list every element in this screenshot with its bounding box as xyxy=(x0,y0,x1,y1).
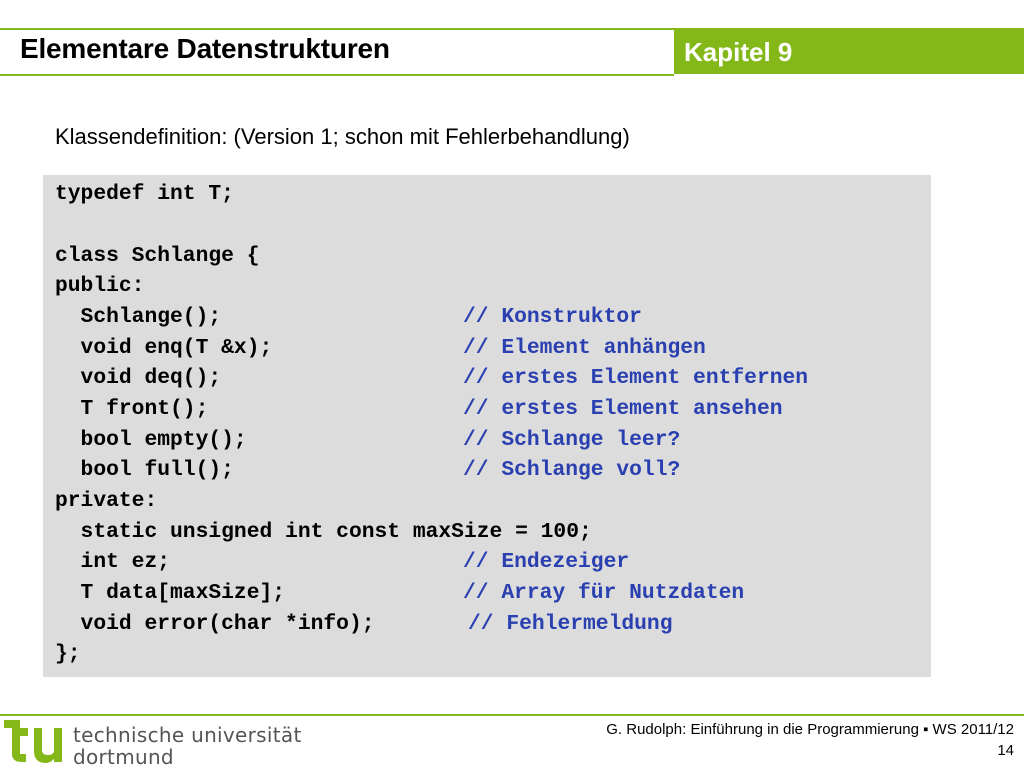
code-line: void error(char *info); xyxy=(55,612,375,636)
slide-subtitle: Klassendefinition: (Version 1; schon mit Fehlerbehandlung) xyxy=(55,124,630,149)
code-line: private: xyxy=(55,489,158,513)
code-comment: // erstes Element entfernen xyxy=(463,366,809,390)
code-line: bool full(); xyxy=(55,458,234,482)
footer-citation: G. Rudolph: Einführung in die Programmierung ▪ WS 2011/12 xyxy=(606,721,1014,738)
code-comment: // Array für Nutzdaten xyxy=(463,581,745,605)
code-line: bool empty(); xyxy=(55,428,247,452)
code-line: T data[maxSize]; xyxy=(55,581,286,605)
slide-title: Elementare Datenstrukturen xyxy=(20,33,390,64)
code-line: typedef int T; xyxy=(55,182,234,206)
code-comment: // Endezeiger xyxy=(463,550,630,574)
tu-logo-icon xyxy=(4,718,68,769)
code-line: void deq(); xyxy=(55,366,222,390)
code-line: class Schlange { xyxy=(55,244,260,268)
footer-line xyxy=(0,714,1024,716)
code-line: static unsigned int const maxSize = 100; xyxy=(55,520,592,544)
chapter-label: Kapitel 9 xyxy=(674,30,1024,74)
code-comment: // Fehlermeldung xyxy=(468,612,673,636)
code-line: void enq(T &x); xyxy=(55,336,273,360)
code-line: int ez; xyxy=(55,550,171,574)
university-name-line1: technische universität xyxy=(73,723,302,747)
header-underline xyxy=(0,74,674,76)
page-number: 14 xyxy=(997,742,1014,759)
code-block xyxy=(43,175,931,677)
code-line: T front(); xyxy=(55,397,209,421)
code-line: public: xyxy=(55,274,145,298)
code-line: Schlange(); xyxy=(55,305,222,329)
university-name-line2: dortmund xyxy=(73,745,174,769)
code-comment: // Schlange leer? xyxy=(463,428,681,452)
code-comment: // Element anhängen xyxy=(463,336,706,360)
code-comment: // Konstruktor xyxy=(463,305,642,329)
code-comment: // Schlange voll? xyxy=(463,458,681,482)
code-line: }; xyxy=(55,642,81,666)
code-comment: // erstes Element ansehen xyxy=(463,397,783,421)
